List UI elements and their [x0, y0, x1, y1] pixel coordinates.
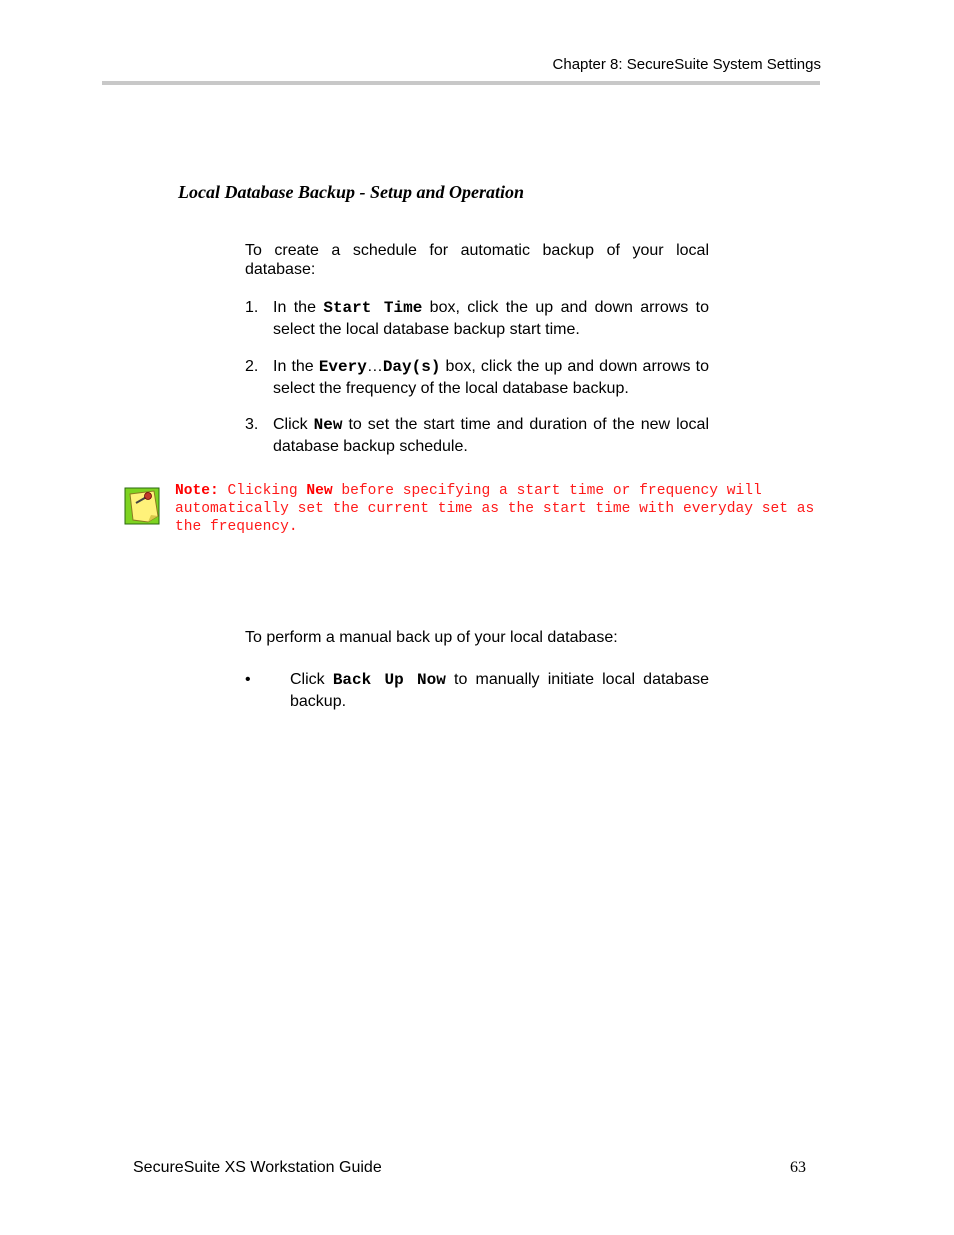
- note-callout: [175, 482, 815, 536]
- bullet-text-pre: Click: [290, 671, 333, 688]
- note-text-post: before specifying a start time or frequency will automatically set the current time as the start time with everyday set as the frequency.: [175, 483, 815, 535]
- sticky-note-pin-icon: [124, 486, 162, 526]
- intro-paragraph: To create a schedule for automatic backup of your local database:: [245, 242, 709, 278]
- bullet-text: [290, 669, 709, 712]
- step-text-post: to set the start time and duration of the new local database backup schedule.: [273, 416, 710, 455]
- days-label: Day(s): [382, 358, 441, 376]
- section-title: Local Database Backup - Setup and Operation: [178, 182, 525, 202]
- step-number: 1.: [245, 299, 259, 316]
- chapter-header: Chapter 8: SecureSuite System Settings: [552, 56, 821, 73]
- step-text: [273, 414, 709, 457]
- step-text-pre: Click: [273, 416, 314, 433]
- manual-backup-intro: To perform a manual back up of your local database:: [245, 629, 618, 646]
- header-divider: [102, 81, 820, 85]
- bullet-text-post: to manually initiate local database backup.: [290, 671, 710, 710]
- step-text-pre: In the: [273, 299, 324, 316]
- note-new-label: New: [306, 483, 333, 499]
- step-text: [273, 297, 709, 340]
- note-text-pre: Clicking: [218, 483, 307, 499]
- every-label: Every: [318, 358, 367, 376]
- back-up-now-label: Back Up Now: [332, 671, 446, 689]
- step-text-pre: In the: [273, 358, 319, 375]
- step-text: [273, 356, 709, 399]
- note-label: Note:: [175, 483, 219, 499]
- step-2: [245, 356, 709, 399]
- new-label: New: [313, 416, 343, 434]
- step-3: [245, 414, 709, 457]
- bullet-item: [245, 669, 709, 712]
- page-number: 63: [790, 1159, 806, 1176]
- footer-guide-title: SecureSuite XS Workstation Guide: [133, 1159, 382, 1176]
- step-number: 3.: [245, 416, 259, 433]
- start-time-label: Start Time: [323, 299, 423, 317]
- step-1: [245, 297, 709, 340]
- bullet-icon: •: [245, 671, 251, 688]
- step-text-post: box, click the up and down arrows to select the frequency of the local database backup.: [273, 358, 709, 397]
- step-number: 2.: [245, 358, 259, 375]
- ellipsis: …: [366, 358, 383, 375]
- step-text-post: box, click the up and down arrows to select the local database backup start time.: [273, 299, 710, 338]
